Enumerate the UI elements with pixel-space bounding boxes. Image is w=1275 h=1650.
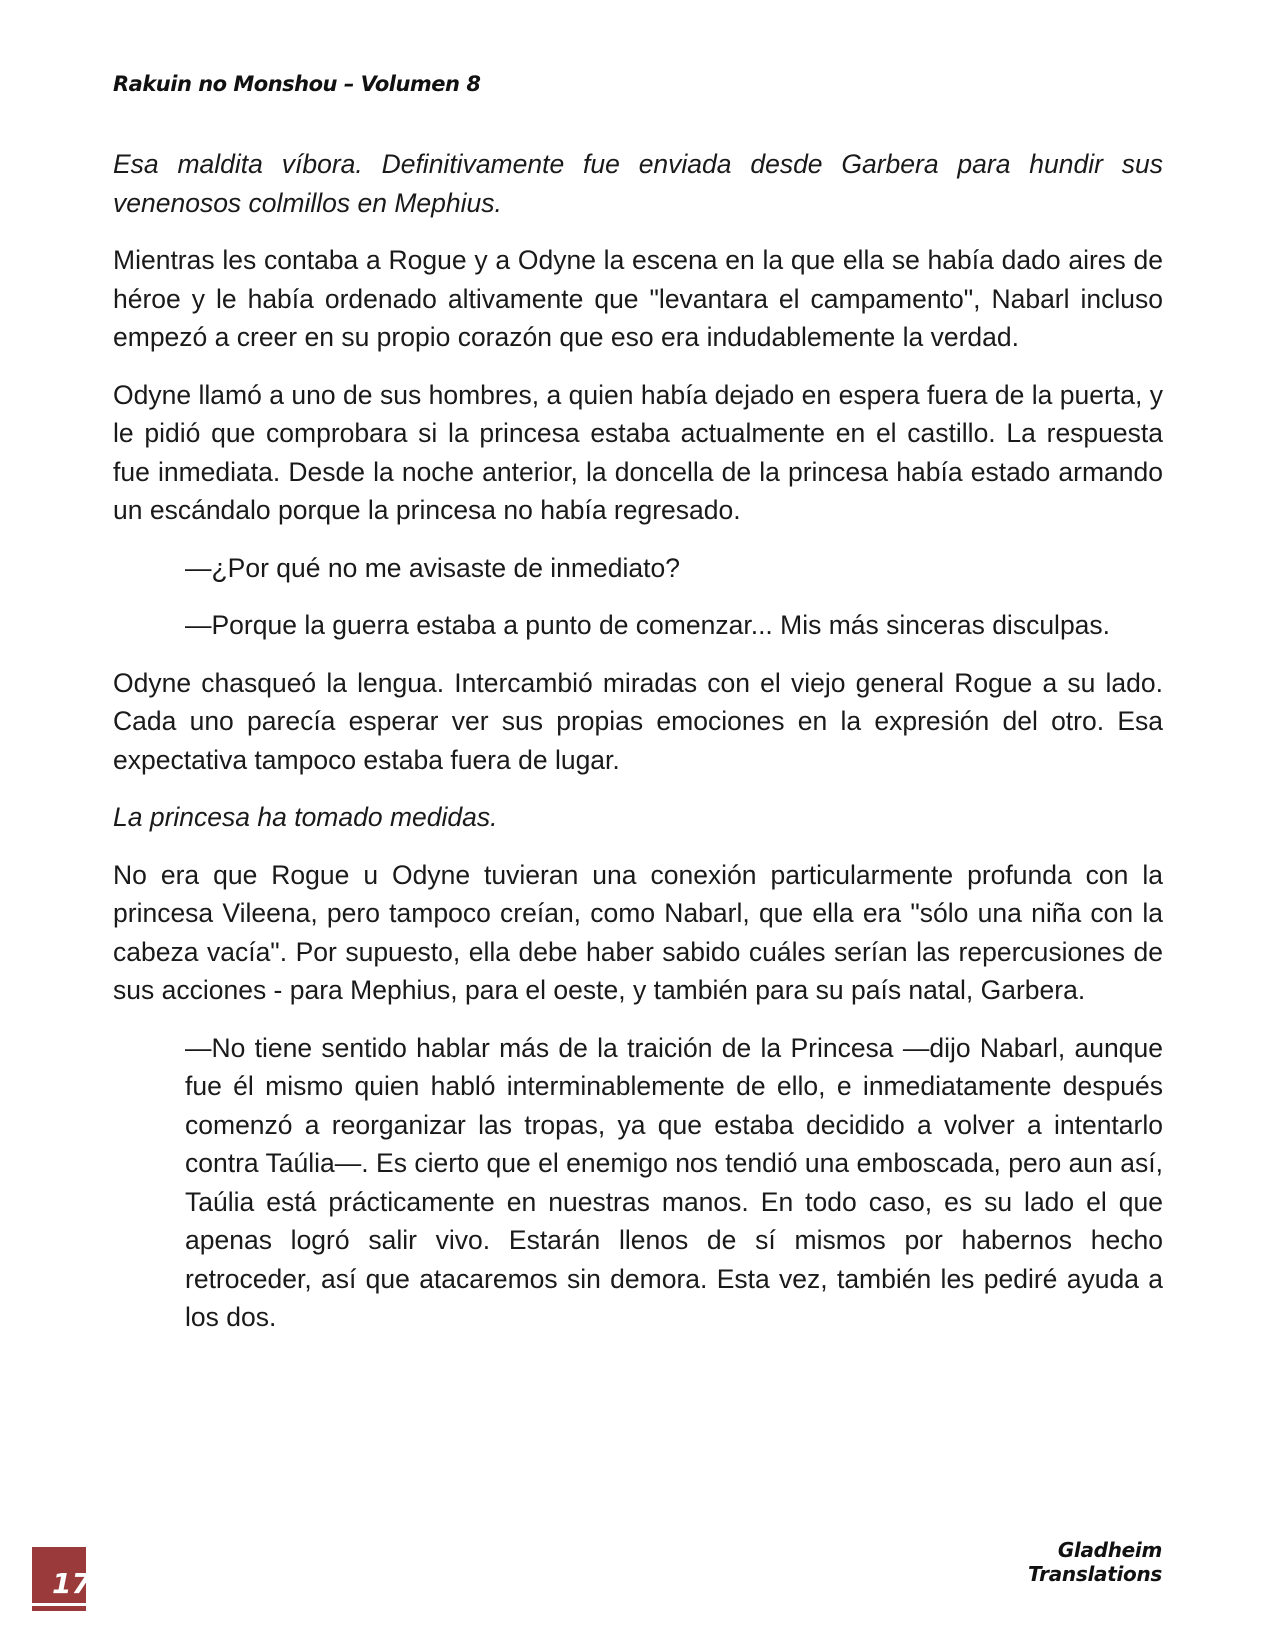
dialogue-line: —¿Por qué no me avisaste de inmediato? bbox=[185, 552, 680, 583]
dialogue-line: —Porque la guerra estaba a punto de comenzar... Mis más sinceras disculpas. bbox=[185, 610, 1111, 640]
paragraph: Mientras les contaba a Rogue y a Odyne la escena en la que ella se había dado aires de héroe y le había ordenado altivamente que "levantara el campamento", Nabarl incluso empezó a creer en su propio corazón que eso era indudablemente la verdad. bbox=[113, 245, 1163, 352]
translator-credit: Gladheim Translations bbox=[1028, 1538, 1162, 1586]
paragraph: Odyne chasqueó la lengua. Intercambió miradas con el viejo general Rogue a su lado. Cada uno parecía esperar ver sus propias emociones en la expresión del otro. Esa expectativa tampoco estaba fuera de lugar. bbox=[113, 667, 1163, 775]
book-header-title: Rakuin no Monshou – Volumen 8 bbox=[113, 72, 481, 96]
paragraph: No era que Rogue u Odyne tuvieran una conexión particularmente profunda con la princesa Vileena, pero tampoco creían, como Nabarl, que ella era "sólo una niña con la cabeza vacía". Por supuesto, ella debe haber sabido cuáles serían las repercusiones de sus acciones - para Mephius, para el oeste, y también para su país natal, Garbera. bbox=[113, 859, 1163, 1005]
page-body bbox=[113, 145, 1163, 1356]
paragraph-thought: Esa maldita víbora. Definitivamente fue enviada desde Garbera para hundir sus venenosos colmillos en Mephius. bbox=[113, 149, 1163, 218]
paragraph: Odyne llamó a uno de sus hombres, a quien había dejado en espera fuera de la puerta, y le pidió que comprobara si la princesa estaba actualmente en el castillo. La respuesta fue inmediata. Desde la noche anterior, la doncella de la princesa había estado armando un escándalo porque la princesa no había regresado. bbox=[113, 379, 1163, 525]
dialogue-line: —No tiene sentido hablar más de la traición de la Princesa —dijo Nabarl, aunque fue él mismo quien habló interminablemente de ello, e inmediatamente después comenzó a reorganizar las tropas, ya que estaba decidido a volver a intentarlo contra Taúlia—. Es cierto que el enemigo nos tendió una emboscada, pero aun así, Taúlia está prácticamente en nuestras manos. En todo caso, es su lado el que apenas logró salir vivo. Estarán llenos de sí mismos por habernos hecho retroceder, así que atacaremos sin demora. Esta vez, también les pediré ayuda a los dos. bbox=[185, 1032, 1163, 1332]
page-number-underline bbox=[32, 1603, 86, 1606]
paragraph-thought: La princesa ha tomado medidas. bbox=[113, 802, 498, 832]
page-number: 17 bbox=[52, 1567, 91, 1600]
